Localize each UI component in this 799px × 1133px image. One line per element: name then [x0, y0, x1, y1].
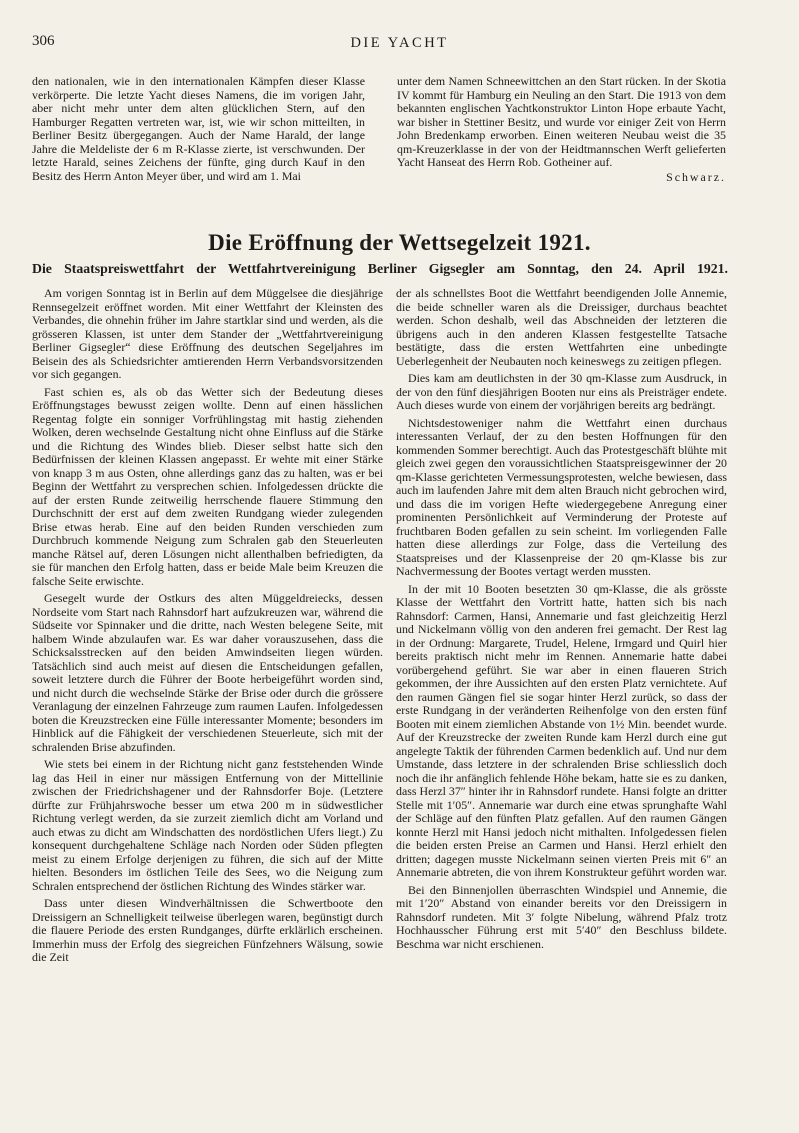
article-paragraph: der als schnellstes Boot die Wettfahrt beendigenden Jolle Annemie, die beide schneller waren als die Dreissiger, durchaus beachtet werden. Schon deshalb, weil das Abschneiden der letzteren die übrigens auch in den anderen Klassen festgestellte Tatsache bestätigte, dass die ersten Wettfahrten eine unbedingte Ueberlegenheit der Neubauten noch keineswegs zu zeitigen pflegen.: [396, 286, 727, 368]
article-paragraph: Dass unter diesen Windverhältnissen die Schwertboote den Dreissigern an Schnelligkeit teilweise überlegen waren, begünstigt durch die flauere Periode des ersten Rundganges, dürfte erklärlich erscheinen. Immerhin muss der Erfolg des siegreichen Fünfzehners Wälsung, sowie die Zeit: [32, 896, 383, 964]
author-signature: Schwarz.: [666, 169, 726, 184]
article-paragraph: Nichtsdestoweniger nahm die Wettfahrt einen durchaus interessanten Verlauf, der zu den besten Hoffnungen für den kommenden Sommer berechtigt. Auch das Protestgeschäft blühte mit gleich zwei gegen den voraussichtlichen Staatspreisgewinner der 20 qm-Klasse gerichteten Vermessungsprotesten, welche bewiesen, dass auch im laufenden Jahre mit dem alten Brauch nicht gebrochen wird, und dass die im vorigen Hefte wiedergegebene Anregung einer prominenten Persönlichkeit auf Verminderung der Proteste auf fruchtbaren Boden gefallen zu sein scheint. Im vorliegenden Falle hatten diese allerdings zur Folge, dass die Verteilung des Staatspreises und der Klassenpreise der 20 qm-Klasse bis zur Nachvermessung der Bootes vertagt werden mussten.: [396, 415, 727, 578]
previous-article-text-left: den nationalen, wie in den internationalen Kämpfen dieser Klasse verkörperte. Die letzte Yacht dieses Namens, die im vorigen Jahr, aber nicht mehr unter dem alten glücklichen Stern, auf den Hamburger Regatten vertreten war, ist, wie wir schon mitteilten, in Berliner Besitz übergegangen. Auch der Name Harald, der lange Jahre die Meldeliste der 6 m R-Klasse zierte, ist verschwunden. Der letzte Harald, seines Zeichens der fünfte, ging durch Kauf in den Besitz des Herrn Anton Meyer über, und wird am 1. Mai: [32, 74, 365, 183]
page-number: 306: [32, 33, 55, 49]
article-title: Die Eröffnung der Wettsegelzeit 1921.: [208, 230, 591, 255]
article-right-column: [396, 287, 727, 951]
article-paragraph: Wie stets bei einem in der Richtung nicht ganz feststehenden Winde lag das Heil in einer nur mässigen Entfernung von der Mittellinie zwischen der Friedrichshagener und der Rahnsdorfer Boje. (Letztere dürfte zur Frühjahrswoche besser um etwa 200 m in südwestlicher Richtung verlegt werden, da sie zurzeit ziemlich dicht am Vorland und auch etwas zu dicht am Windschatten des nordöstlichen Ufers liegt.) Zu konsequent durchgehaltene Schläge nach Norden oder Süden pflegten meist zu einem Erfolge derjenigen zu führen, die sich auf der Mitte hielten. Besonders im östlichen Teile des Sees, wo die Neigung zum Schralen entsprechend der östlichen Richtung des Windes stärker war.: [32, 757, 383, 893]
previous-article-text-right: unter dem Namen Schneewittchen an den Start rücken. In der Skotia IV kommt für Hamburg ein Neuling an den Start. Die 1913 von dem bekannten englischen Yachtkonstruktor Linton Hope erbaute Yacht, war bisher in Stettiner Besitz, und wurde vor einiger Zeit von Herrn John Bredenkamp erworben. Einen weiteren Neubau weist die 35 qm-Kreuzerklasse in der von der Heidtmannschen Werft gelieferten Yacht Hanseat des Herrn Rob. Gotheiner auf.: [397, 74, 726, 169]
previous-article-left-column: [32, 75, 365, 183]
article-paragraph: Am vorigen Sonntag ist in Berlin auf dem Müggelsee die diesjährige Rennsegelzeit eröffnet worden. Mit einer Wettfahrt der Kleinsten des Verbandes, die ohnehin früher im Jahre startklar sind und werden, als die grösseren Klassen, ist unter dem Stander der „Wettfahrtvereinigung Berliner Gigsegler“ diese Eröffnung des deutschen Segeljahres im Beisein des als Schiedsrichter amtierenden Herrn Verbandsvorsitzenden vor sich gegangen.: [32, 286, 383, 381]
running-header: DIE YACHT: [350, 35, 449, 51]
article-paragraph: In der mit 10 Booten besetzten 30 qm-Klasse, die als grösste Klasse der Wettfahrt den Vortritt hatte, hatten sich bis nach Rahnsdorf: Carmen, Hansi, Annemarie und fast gleichzeitig Herzl und Nickelmann völlig von den anderen frei gemacht. Der Rest lag in der Ordnung: Margarete, Trudel, Helene, Irmgard und Quirl hier bereits praktisch nicht mehr im Rennen. Annemarie hatte dabei vorübergehend geführt. Sie war aber in einen flaueren Strich gekommen, der ihre Aussichten auf den ersten Platz vernichtete. Auf den raumen Gängen fiel sie sogar hinter Herzl zurück, so dass der erste Rundgang in der veränderten Reihenfolge von den ersten fünf Booten mit einem ziemlichen Abstande von 1½ Min. beendet wurde. Auf der Kreuzstrecke der zweiten Runde kam Herzl durch eine gut angelegte Taktik der führenden Carmen bedenklich auf. Und nur dem Umstande, dass letztere in der schralenden Brise schliesslich doch noch die ihr anfänglich fehlende Höhe bekam, hatte sie es zu danken, dass Herzl 37″ hinter ihr in Rahnsdorf rundete. Hansi folgte an dritter Stelle mit 1′05″. Annemarie war durch eine etwas sprunghafte Wahl der Schläge auf den fünften Platz gefallen. Auf den raumen Gängen konnte Herzl mit Hansi jedoch nicht mithalten. Infolgedessen fielen die beiden ersten Preise an Carmen und Hansi. Herzl erhielt den dritten; dagegen musste Nickelmann seinen vierten Preis mit 6″ an Annemarie abtreten, die von ihrem Konstrukteur geführt worden war.: [396, 581, 727, 879]
article-paragraph: Fast schien es, als ob das Wetter sich der Bedeutung dieses Eröffnungstages bewusst zeigen wollte. Denn auf einen hässlichen Regentag folgte ein sonniger Vorfrühlingstag mit hastig ziehenden Wolken, deren wechselnde Gestaltung nicht ohne Einfluss auf die Stärke und die Richtung des Windes blieb. Dieser selbst hatte sich den Bedürfnissen der kleinen Klassen angepasst. Er wehte mit einer Stärke von knapp 3 m aus Osten, ohne allerdings ganz das zu halten, was er bei Beginn der Wettfahrt zu versprechen schien. Infolgedessen drückte die auf der ersten Runde zeitweilig herrschende flauere Stimmung den Durchschnitt der erst auf dem zweiten Rundgang wieder zulegenden Brise etwas herab. Eine auf den beiden Runden verschieden zum Durchbruch kommende Neigung zum Schralen gab den Steuerleuten manche Rätsel auf, deren Lösungen nicht allenthalben befriedigten, da sie für manchen den Erfolg hatten, dass er beide Male beim Kreuzen die falsche Seite erwischte.: [32, 384, 383, 588]
article-paragraph: Gesegelt wurde der Ostkurs des alten Müggeldreiecks, dessen Nordseite vom Start nach Rahnsdorf hart aufzukreuzen war, während die Südseite vor Spinnaker und die dritte, nach Westen belegene Seite, mit halbem Winde abzulaufen war. Es war daher vorauszusehen, dass die Schicksalsstrecken auf den beiden Amwindseiten liegen würden. Tatsächlich sind auch meist auf diesen die Entscheidungen gefallen, soweit letztere durch die Führer der Boote herbeigeführt worden sind, und nicht durch die wechselnde Stärke der Brise oder durch die grössere Veranlagung der einzelnen Fahrzeuge zum raumen Laufen. Infolgedessen boten die Kreuzstrecken eine Fülle interessanter Momente; besonders im Hinblick auf die Fähigkeit der verschiedenen Steuerleute, sich mit der schralenden Brise abzufinden.: [32, 591, 383, 754]
article-left-column: [32, 287, 383, 965]
article-paragraph: Bei den Binnenjollen überraschten Windspiel und Annemie, die mit 1′20″ Abstand von einander bereits vor den Dreissigern in Rahnsdorf rundeten. Mit 3′ folgte Nibelung, während Pfalz trotz Hochhausscher Führung erst mit 5′40″ den Beschluss bildete. Beschma war nicht erschienen.: [396, 882, 727, 951]
article-subtitle: Die Staatspreiswettfahrt der Wettfahrtvereinigung Berliner Gigsegler am Sonntag, den 24. April 1921.: [32, 261, 728, 276]
article-paragraph: Dies kam am deutlichsten in der 30 qm-Klasse zum Ausdruck, in der von den fünf diesjährigen Booten nur eins als Preisträger endete. Auch dieses wurde von einem der vorjährigen bereits arg bedrängt.: [396, 371, 727, 412]
previous-article-right-column: [397, 75, 726, 184]
